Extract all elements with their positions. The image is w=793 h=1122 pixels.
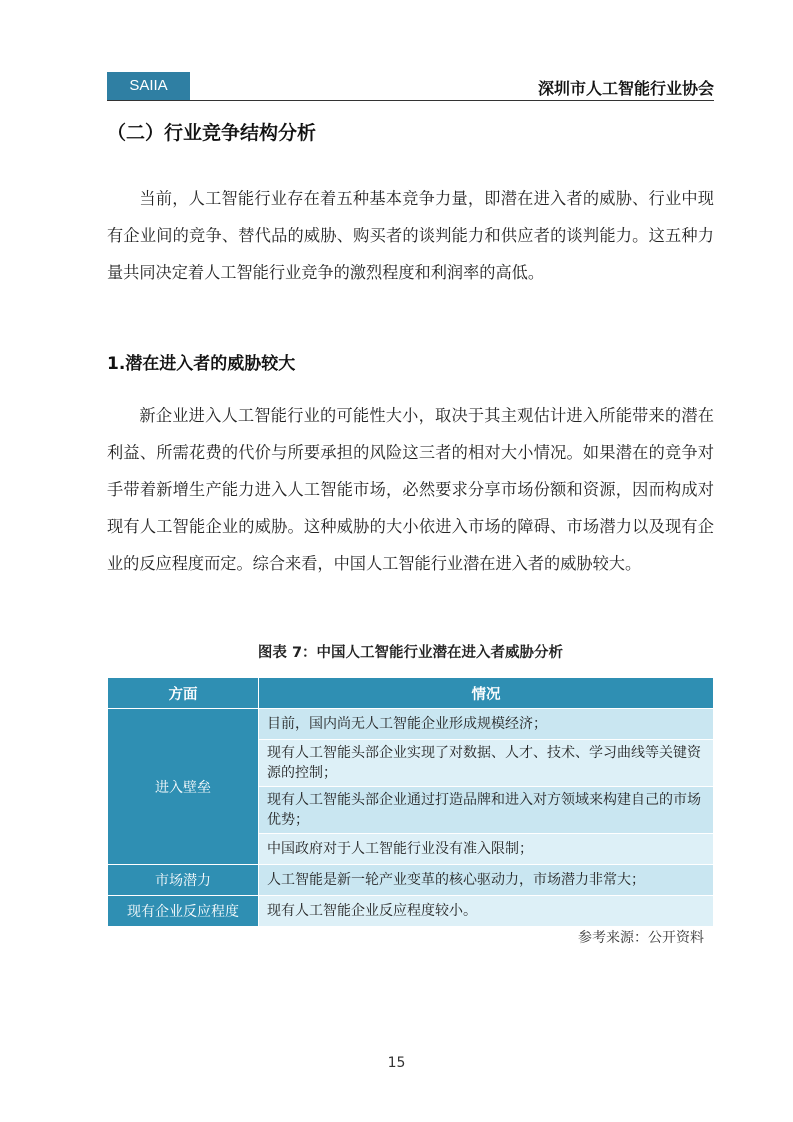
table-row: [108, 896, 714, 927]
barrier-item: 现有人工智能头部企业通过打造品牌和进入对方领域来构建自己的市场优势；: [259, 787, 714, 834]
header-divider: [107, 100, 714, 101]
header-situation: 情况: [259, 678, 714, 709]
threat-paragraph: 新企业进入人工智能行业的可能性大小，取决于其主观估计进入所能带来的潜在利益、所需花费的代价与所要承担的风险这三者的相对大小情况。如果潜在的竞争对手带着新增生产能力进入人工智能市场，必然要求分享市场份额和资源，因而构成对现有人工智能企业的威胁。这种威胁的大小依进入市场的障碍、市场潜力以及现有企业的反应程度而定。综合来看，中国人工智能行业潜在进入者的威胁较大。: [107, 406, 714, 573]
table-row: [108, 865, 714, 896]
table-row: [108, 709, 714, 740]
market-potential-text: 人工智能是新一轮产业变革的核心驱动力，市场潜力非常大；: [259, 865, 714, 896]
barrier-item: 现有人工智能头部企业实现了对数据、人才、技术、学习曲线等关键资源的控制；: [259, 740, 714, 787]
page-number: 15: [387, 1055, 406, 1071]
intro-paragraph: 当前，人工智能行业存在着五种基本竞争力量，即潜在进入者的威胁、行业中现有企业间的竞争、替代品的威胁、购买者的谈判能力和供应者的谈判能力。这五种力量共同决定着人工智能行业竞争的激烈程度和利润率的高低。: [107, 189, 714, 282]
aspect-reaction-level: 现有企业反应程度: [108, 896, 259, 927]
organization-name: 深圳市人工智能行业协会: [537, 79, 714, 98]
source-note: 参考来源：公开资料: [578, 930, 704, 946]
saiia-logo: SAIIA: [107, 72, 190, 100]
table-caption: 图表 7：中国人工智能行业潜在进入者威胁分析: [257, 645, 564, 661]
reaction-level-text: 现有人工智能企业反应程度较小。: [259, 896, 714, 927]
threat-analysis-table: [107, 677, 714, 927]
barrier-item: 中国政府对于人工智能行业没有准入限制；: [259, 834, 714, 865]
table-header-row: [108, 678, 714, 709]
header-aspect: 方面: [108, 678, 259, 709]
subsection-title: 1.潜在进入者的威胁较大: [107, 354, 296, 374]
aspect-market-potential: 市场潜力: [108, 865, 259, 896]
barrier-item: 目前，国内尚无人工智能企业形成规模经济；: [259, 709, 714, 740]
page-header: [107, 72, 714, 100]
aspect-entry-barrier: 进入壁垒: [108, 709, 259, 865]
section-title: （二）行业竞争结构分析: [107, 122, 317, 144]
